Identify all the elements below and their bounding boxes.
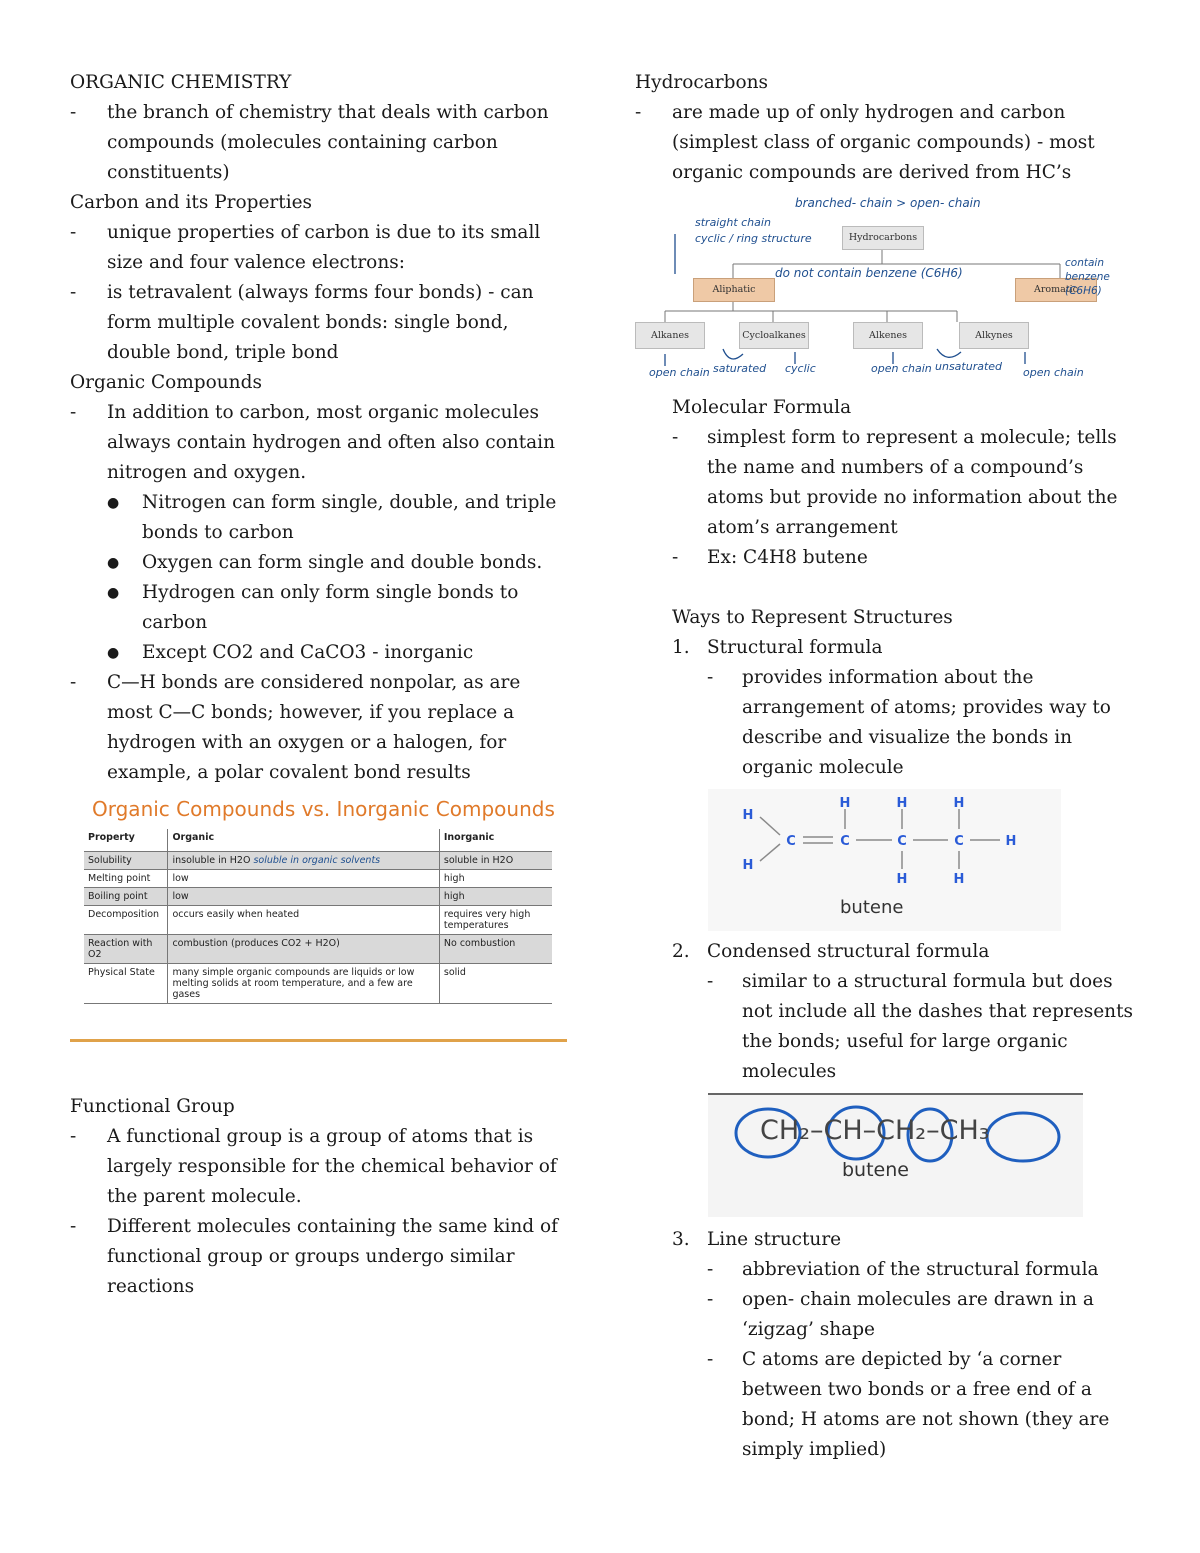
annotation-alkenes: open chain bbox=[871, 362, 932, 375]
atom-h: H bbox=[896, 796, 908, 811]
bullet-item: ● Nitrogen can form single, double, and triple bonds to carbon bbox=[107, 492, 557, 543]
table-header: Organic bbox=[168, 829, 439, 852]
list-item: - is tetravalent (always forms four bonds) - can form multiple covalent bonds: single bond, double bond, triple bond bbox=[70, 282, 534, 363]
structural-formula-figure bbox=[708, 789, 1061, 931]
annotation-straight: straight chain bbox=[695, 216, 771, 229]
annotation-unsaturated: unsaturated bbox=[935, 360, 1003, 373]
list-item: - open- chain molecules are drawn in a ‘zigzag’ shape bbox=[707, 1289, 1094, 1340]
table-row: Melting point low high bbox=[84, 870, 552, 888]
condensed-label: butene bbox=[842, 1159, 909, 1181]
atom-h: H bbox=[839, 796, 851, 811]
molecular-formula-heading: Molecular Formula bbox=[672, 397, 852, 418]
aliphatic-box: Aliphatic bbox=[693, 278, 775, 302]
list-item: - simplest form to represent a molecule; tells the name and numbers of a compound’s atoms but provide no information about the atom’s arrangement bbox=[672, 427, 1118, 538]
list-item: - Ex: C4H8 butene bbox=[672, 547, 868, 568]
right-column bbox=[635, 68, 1135, 1465]
condensed-formula: CH₂–CH–CH₂–CH₃ bbox=[760, 1115, 990, 1146]
bullet-item: ● Oxygen can form single and double bonds. bbox=[107, 552, 543, 573]
condensed-circles bbox=[708, 1093, 1083, 1217]
atom-c: C bbox=[786, 834, 796, 849]
list-item: - are made up of only hydrogen and carbon (simplest class of organic compounds) - most organic compounds are derived from HC’s bbox=[635, 102, 1095, 183]
list-item: - A functional group is a group of atoms that is largely responsible for the chemical behavior of the parent molecule. bbox=[70, 1126, 557, 1207]
organic-vs-inorganic-table-figure bbox=[70, 794, 567, 1042]
organic-compounds-heading: Organic Compounds bbox=[70, 372, 262, 393]
annotation-contain: contain benzene (C6H6) bbox=[1065, 257, 1110, 297]
cycloalkanes-box: Cycloalkanes bbox=[739, 322, 809, 349]
atom-h: H bbox=[953, 872, 965, 887]
hydrocarbon-classification-figure bbox=[635, 194, 1130, 389]
alkanes-box: Alkanes bbox=[635, 322, 705, 349]
numbered-item: 1. Structural formula bbox=[672, 637, 883, 658]
table-row: Physical State many simple organic compounds are liquids or low melting solids at room temperature, and a few are gases solid bbox=[84, 964, 552, 1004]
atom-h: H bbox=[953, 796, 965, 811]
annotation-cyclic: cyclic / ring structure bbox=[695, 232, 812, 245]
numbered-item: 2. Condensed structural formula bbox=[672, 941, 990, 962]
atom-h: H bbox=[742, 858, 754, 873]
list-item: - similar to a structural formula but does not include all the dashes that represents the bonds; useful for large organic molecules bbox=[707, 971, 1133, 1082]
list-item: - provides information about the arrangement of atoms; provides way to describe and visualize the bonds in organic molecule bbox=[707, 667, 1111, 778]
table-row: Reaction with O2 combustion (produces CO2 + H2O) No combustion bbox=[84, 935, 552, 964]
comparison-table bbox=[84, 829, 552, 1004]
left-column bbox=[70, 68, 570, 1302]
list-item: - unique properties of carbon is due to its small size and four valence electrons: bbox=[70, 222, 541, 273]
condensed-formula-figure bbox=[708, 1093, 1083, 1217]
list-item: - abbreviation of the structural formula bbox=[707, 1259, 1099, 1280]
annotation-alkanes: open chain bbox=[649, 366, 710, 379]
annotation-alkynes: open chain bbox=[1023, 366, 1084, 379]
table-header: Inorganic bbox=[439, 829, 552, 852]
alkynes-box: Alkynes bbox=[959, 322, 1029, 349]
organic-chemistry-heading: ORGANIC CHEMISTRY bbox=[70, 72, 292, 93]
annotation-saturated: saturated bbox=[713, 362, 767, 375]
table-bottom-rule bbox=[70, 1039, 567, 1042]
list-item: - C—H bonds are considered nonpolar, as are most C—C bonds; however, if you replace a hydrogen with an oxygen or a halogen, for example, a polar covalent bond results bbox=[70, 672, 521, 783]
ways-heading: Ways to Represent Structures bbox=[672, 607, 953, 628]
annotation-no-benzene: do not contain benzene (C6H6) bbox=[775, 266, 963, 280]
aromatic-box: Aromatic bbox=[1015, 278, 1097, 302]
handwritten-annotation: soluble in organic solvents bbox=[253, 855, 381, 866]
atom-h: H bbox=[896, 872, 908, 887]
list-item: - C atoms are depicted by ‘a corner between two bonds or a free end of a bond; H atoms are not shown (they are simply implied) bbox=[707, 1349, 1110, 1460]
atom-h: H bbox=[1005, 834, 1017, 849]
table-row: Boiling point low high bbox=[84, 888, 552, 906]
atom-c: C bbox=[897, 834, 907, 849]
atom-h: H bbox=[742, 808, 754, 823]
table-row: Decomposition occurs easily when heated requires very high temperatures bbox=[84, 906, 552, 935]
bullet-item: ● Hydrogen can only form single bonds to carbon bbox=[107, 582, 519, 633]
annotation-top: branched- chain > open- chain bbox=[795, 196, 981, 210]
annotation-cyclic2: cyclic bbox=[785, 362, 816, 375]
alkenes-box: Alkenes bbox=[853, 322, 923, 349]
table-header-row bbox=[84, 829, 552, 852]
list-item: - Different molecules containing the same kind of functional group or groups undergo similar reactions bbox=[70, 1216, 559, 1297]
bullet-item: ● Except CO2 and CaCO3 - inorganic bbox=[107, 642, 474, 663]
atom-c: C bbox=[954, 834, 964, 849]
hydrocarbons-box: Hydrocarbons bbox=[842, 226, 924, 250]
table-header: Property bbox=[84, 829, 168, 852]
numbered-item: 3. Line structure bbox=[672, 1229, 842, 1250]
hydrocarbons-heading: Hydrocarbons bbox=[635, 72, 769, 93]
list-item: - the branch of chemistry that deals with carbon compounds (molecules containing carbon constituents) bbox=[70, 102, 549, 183]
table-row: Solubility insoluble in H2O soluble in organic solvents soluble in H2O bbox=[84, 852, 552, 870]
carbon-properties-heading: Carbon and its Properties bbox=[70, 192, 313, 213]
structure-label: butene bbox=[840, 897, 904, 918]
molecular-formula-section bbox=[672, 393, 1135, 783]
functional-group-heading: Functional Group bbox=[70, 1096, 235, 1117]
butene-structure bbox=[708, 789, 1061, 931]
list-item: - In addition to carbon, most organic molecules always contain hydrogen and often also contain nitrogen and oxygen. bbox=[70, 402, 556, 483]
table-title: Organic Compounds vs. Inorganic Compounds bbox=[92, 797, 555, 821]
atom-c: C bbox=[840, 834, 850, 849]
